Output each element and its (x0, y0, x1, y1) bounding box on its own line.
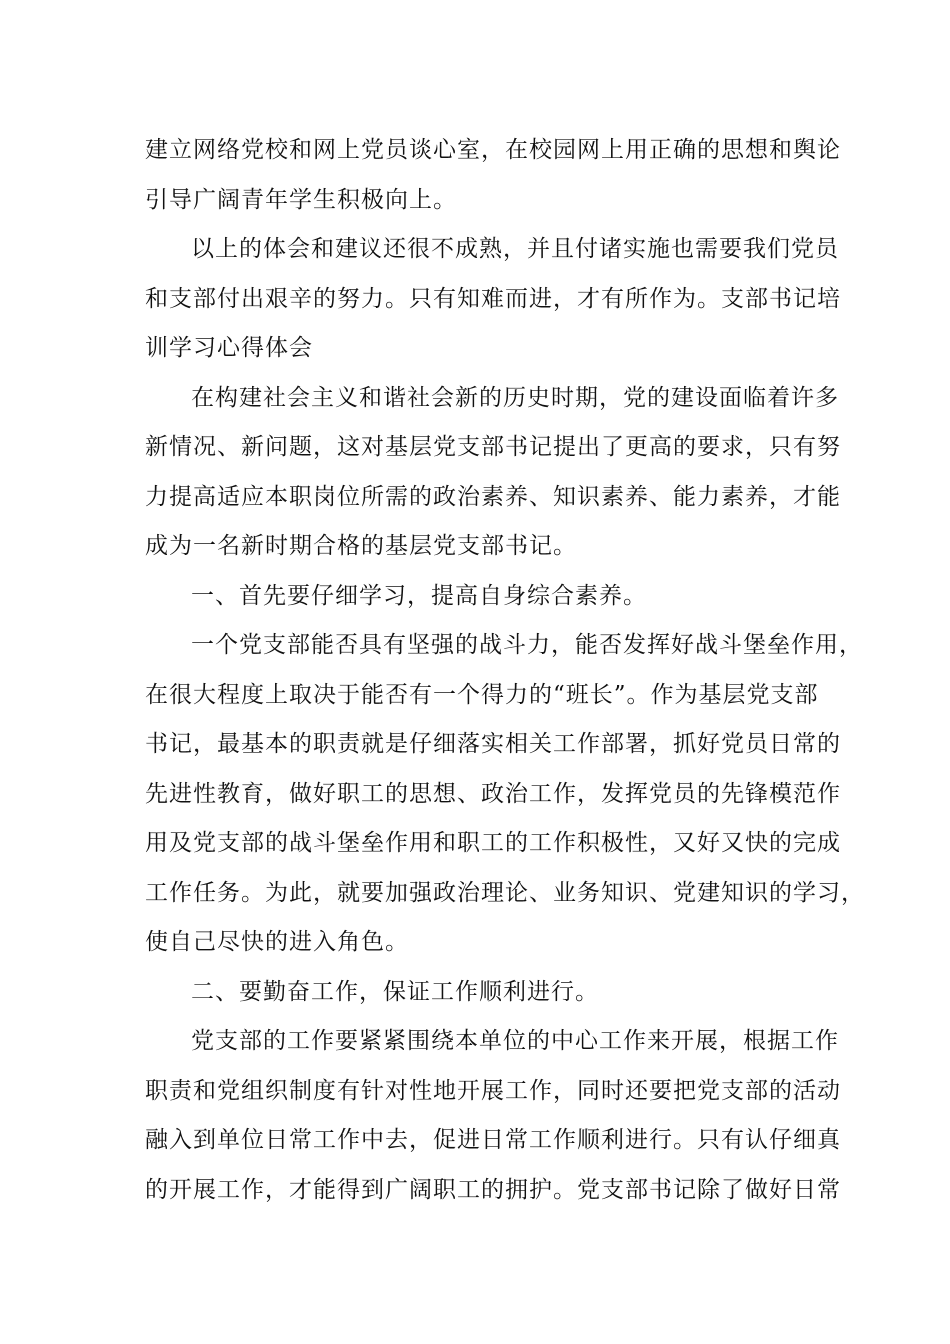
text-line: 和支部付出艰辛的努力。只有知难而进，才有所作为。支部书记培 (145, 285, 841, 312)
paragraph-start-line: 以上的体会和建议还很不成熟，并且付诸实施也需要我们党员 (191, 236, 839, 262)
text-line: 力提高适应本职岗位所需的政治素养、知识素养、能力素养，才能 (145, 483, 841, 510)
text-line: 工作任务。为此，就要加强政治理论、业务知识、党建知识的学习， (145, 879, 865, 906)
text-line: 用及党支部的战斗堡垒作用和职工的工作积极性，又好又快的完成 (145, 830, 841, 856)
text-line: 在很大程度上取决于能否有一个得力的“班长”。作为基层党支部 (145, 681, 819, 708)
text-line: 成为一名新时期合格的基层党支部书记。 (145, 533, 577, 559)
text-line: 先进性教育，做好职工的思想、政治工作，发挥党员的先锋模范作 (145, 780, 841, 807)
text-line: 使自己尽快的进入角色。 (145, 929, 409, 955)
section-heading: 一、首先要仔细学习，提高自身综合素养。 (191, 582, 647, 609)
paragraph-start-line: 党支部的工作要紧紧围绕本单位的中心工作来开展，根据工作 (191, 1028, 839, 1054)
text-line: 融入到单位日常工作中去，促进日常工作顺利进行。只有认仔细真 (145, 1127, 841, 1153)
text-line: 新情况、新问题，这对基层党支部书记提出了更高的要求，只有努 (145, 434, 841, 460)
text-line: 训学习心得体会 (145, 335, 313, 361)
section-heading: 二、要勤奋工作，保证工作顺利进行。 (191, 978, 599, 1005)
document-body (145, 126, 865, 1215)
text-line: 职责和党组织制度有针对性地开展工作，同时还要把党支部的活动 (145, 1077, 841, 1104)
paragraph-start-line: 在构建社会主义和谐社会新的历史时期，党的建设面临着许多 (191, 384, 839, 411)
paragraph-start-line: 一个党支部能否具有坚强的战斗力，能否发挥好战斗堡垒作用， (191, 632, 863, 658)
text-line: 的开展工作，才能得到广阔职工的拥护。党支部书记除了做好日常 (145, 1176, 841, 1203)
text-line: 书记，最基本的职责就是仔细落实相关工作部署，抓好党员日常的 (145, 731, 841, 757)
text-line: 建立网络党校和网上党员谈心室，在校园网上用正确的思想和舆论 (145, 137, 841, 163)
text-line: 引导广阔青年学生积极向上。 (145, 186, 457, 213)
